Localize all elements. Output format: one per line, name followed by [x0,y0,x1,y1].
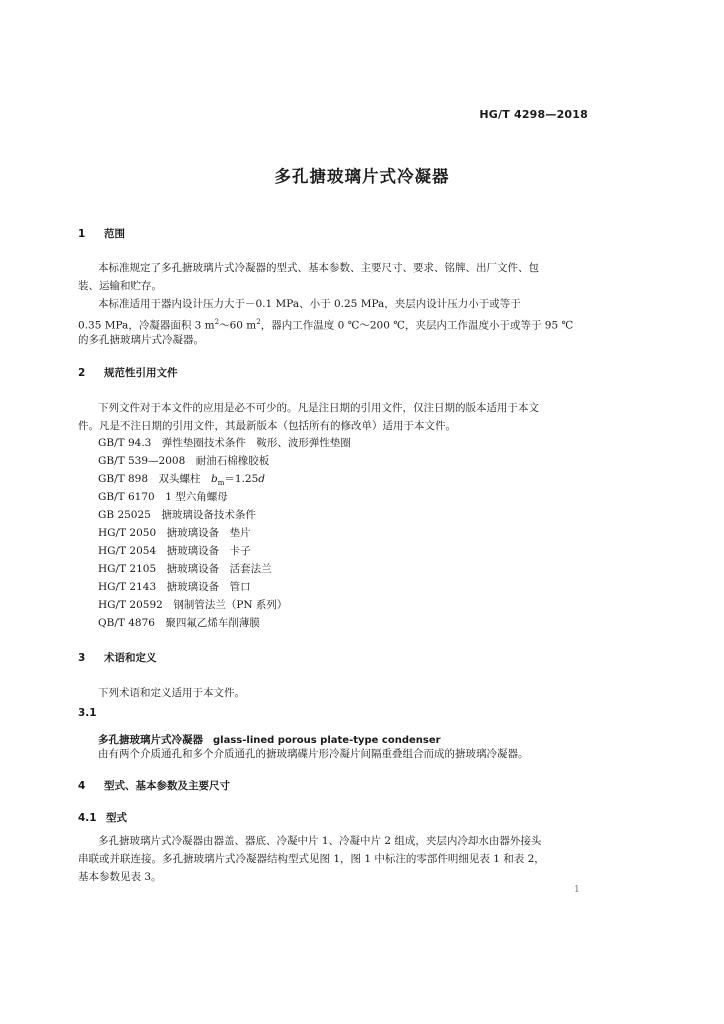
subsection-4-1-heading [78,810,127,825]
subsection-title: 型式 [106,812,127,824]
s1-para2-line3: 的多孔搪玻璃片式冷凝器。 [78,334,204,346]
reference-item: HG/T 20592 钢制管法兰（PN 系列） [98,599,288,611]
section-number: 4 [78,780,86,792]
reference-item: GB/T 6170 1 型六角螺母 [98,491,228,503]
section-number: 2 [78,367,86,379]
reference-item: GB/T 898 双头螺柱 $b_m=1.25d$ [98,473,266,488]
reference-item: QB/T 4876 聚四氟乙烯车削薄膜 [98,617,260,629]
document-title: 多孔搪玻璃片式冷凝器 [274,167,450,186]
reference-item: GB 25025 搪玻璃设备技术条件 [98,509,256,521]
term-number: 3.1 [78,707,97,719]
section-number: 1 [78,228,86,240]
reference-item: HG/T 2143 搪玻璃设备 管口 [98,581,251,593]
standard-code: HG/T 4298—2018 [479,108,588,121]
section-title: 型式、基本参数及主要尺寸 [104,780,230,792]
term-english: glass-lined porous plate-type condenser [213,735,441,746]
page-number: 1 [574,885,580,895]
s1-para1-line1: 本标准规定了多孔搪玻璃片式冷凝器的型式、基本参数、主要尺寸、要求、铭牌、出厂文件、包 [98,262,539,274]
reference-item: HG/T 2054 搪玻璃设备 卡子 [98,545,251,557]
section-2-heading [78,365,178,380]
s4-para-line2: 串联或并联连接。多孔搪玻璃片式冷凝器结构型式见图 1，图 1 中标注的零部件明细见表 1 和表 2， [78,853,545,865]
subsection-number: 4.1 [78,812,97,824]
s1-para2-line1: 本标准适用于器内设计压力大于－0.1 MPa、小于 0.25 MPa，夹层内设计压力小于或等于 [98,298,521,310]
reference-item: GB/T 94.3 弹性垫圈技术条件 鞍形、波形弹性垫圈 [98,437,351,449]
s3-intro: 下列术语和定义适用于本文件。 [98,687,245,699]
reference-item: GB/T 539—2008 耐油石棉橡胶板 [98,455,270,467]
s1-para1-line2: 装、运输和贮存。 [78,280,162,292]
section-4-heading [78,778,230,793]
reference-item: HG/T 2050 搪玻璃设备 垫片 [98,527,251,539]
section-title: 规范性引用文件 [104,367,178,379]
reference-item: HG/T 2105 搪玻璃设备 活套法兰 [98,563,272,575]
s2-intro-line2: 件。凡是不注日期的引用文件，其最新版本（包括所有的修改单）适用于本文件。 [78,420,456,432]
section-1-heading [78,226,125,241]
s2-intro-line1: 下列文件对于本文件的应用是必不可少的。凡是注日期的引用文件，仅注日期的版本适用于本文 [98,402,539,414]
s1-para2-line2: 0.35 MPa，冷凝器面积 3 $m^2\sim 60$ $m^2$，器内工作温度 0 ℃～200 ℃，夹层内工作温度小于或等于 95 ℃ [78,318,574,332]
term-definition: 由有两个介质通孔和多个介质通孔的搪玻璃碟片形冷凝片间隔重叠组合而成的搪玻璃冷凝器。 [98,748,529,760]
section-number: 3 [78,652,86,664]
section-title: 范围 [104,228,125,240]
s4-para-line1: 多孔搪玻璃片式冷凝器由器盖、器底、冷凝中片 1、冷凝中片 2 组成，夹层内冷却水由器外接头 [98,835,542,847]
term-chinese: 多孔搪玻璃片式冷凝器 [98,734,203,746]
s4-para-line3: 基本参数见表 3。 [78,871,162,883]
section-title: 术语和定义 [104,652,157,664]
section-3-heading [78,650,157,665]
